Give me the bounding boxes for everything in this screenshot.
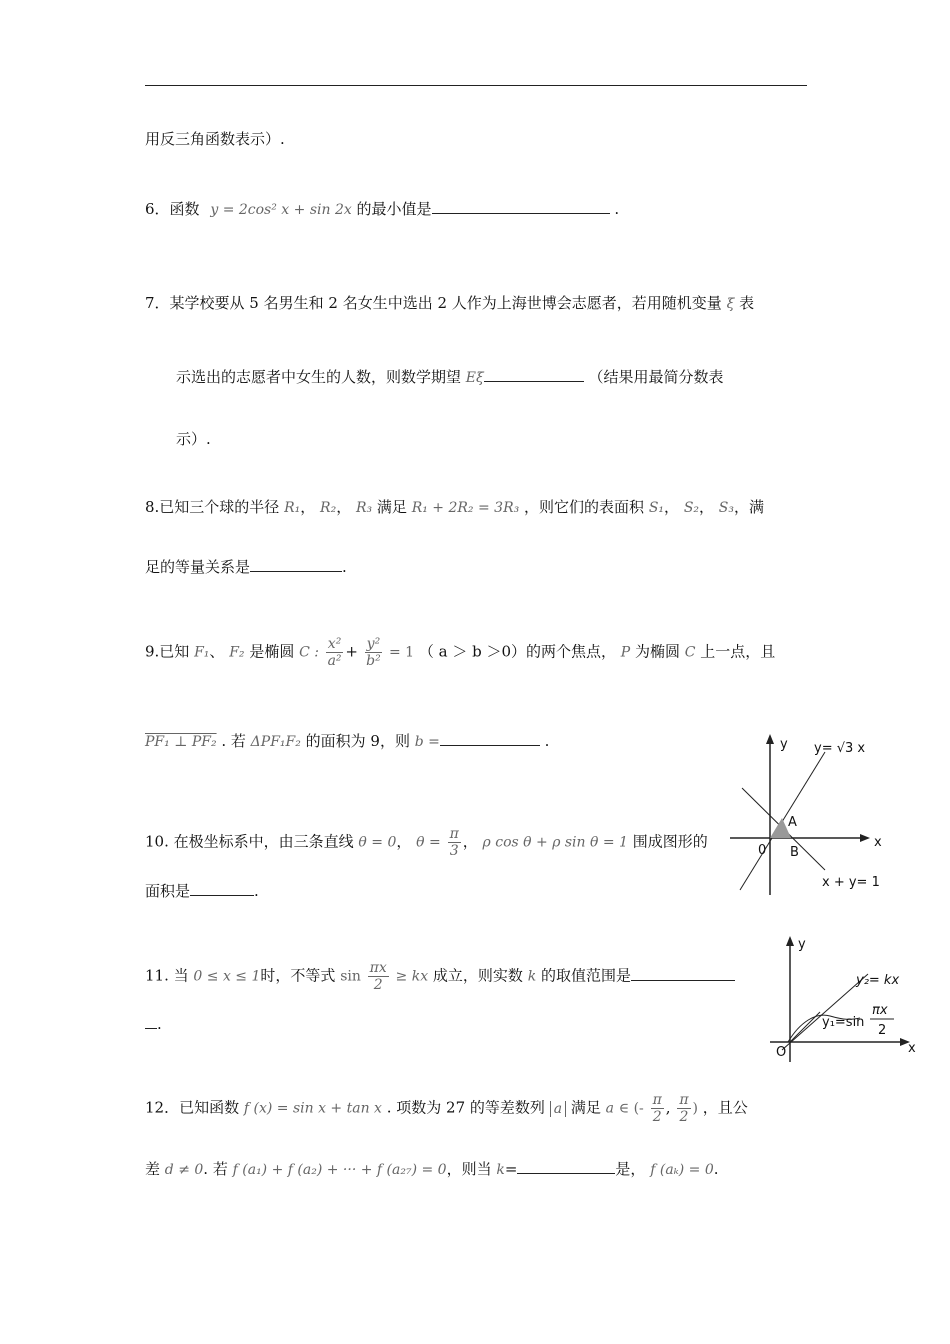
g1-y-arrow (766, 734, 774, 744)
g1-y-label: y (780, 737, 788, 752)
q6-expression: y = 2cos² x + sin 2x (210, 202, 352, 218)
g2-tangent-line (790, 1012, 820, 1042)
question-7-line2: 示选出的志愿者中女生的人数，则数学期望 Eξ （结果用最简分数表 (176, 368, 724, 386)
g2-y-arrow (786, 936, 794, 946)
question-6: 6．函数 y = 2cos² x + sin 2x 的最小值是 . (145, 200, 620, 218)
g1-x-arrow (860, 834, 870, 842)
g2-label-y2: y₂= kx (856, 973, 900, 988)
question-7: 7．某学校要从 5 名男生和 2 名女生中选出 2 人作为上海世博会志愿者，若用随机变量 ξ 表 (145, 294, 755, 312)
question-11-line2: . (145, 1014, 162, 1033)
question-10: 10. 在极坐标系中，由三条直线 θ = 0， θ = $\frac{\pi}{3}$ ， ρ cos θ + ρ sin θ = 1 围成图形的 (145, 826, 708, 859)
polar-region-graph (730, 730, 890, 900)
g1-line-label-1: y= √3 x (814, 741, 866, 756)
question-8: 8.已知三个球的半径 R₁， R₂， R₃ 满足 R₁ + 2R₂ = 3R₃ ，则它们的表面积 S₁， S₂， S₃，满 (145, 498, 765, 516)
g2-label-pix: πx (872, 1003, 888, 1018)
g2-label-two: 2 (878, 1023, 887, 1038)
g1-x-label: x (874, 835, 882, 850)
g2-y-label: y (798, 937, 806, 952)
question-11: 11. 当 0 ≤ x ≤ 1时，不等式 sin $\frac{\pi x}{2}$ ≥ kx 成立，则实数 k 的取值范围是 (145, 960, 735, 993)
q6-answer-blank[interactable] (432, 199, 610, 214)
g2-x-label: x (908, 1041, 916, 1056)
question-10-line2: 面积是 . (145, 882, 259, 900)
question-12: 12．已知函数 f (x) = sin x + tan x . 项数为 27 的等差数列 a 满足 a ∈ (- $\frac{\pi}{2}$ , $\frac{\pi}{2}$ ) ，且公 (145, 1092, 748, 1125)
g2-origin-label: O (776, 1045, 787, 1060)
question-12-line2: 差 d ≠ 0. 若 f (a₁) + f (a₂) + ··· + f (a₂₇) = 0，则当 k= 是， f (aₖ) = 0. (145, 1160, 719, 1178)
q8-answer-blank[interactable] (250, 557, 342, 572)
g1-line-label-2: x + y= 1 (822, 875, 880, 890)
question-9-line2: PF₁ ⊥ PF₂ . 若 ΔPF₁F₂ 的面积为 9，则 b = . (145, 732, 550, 750)
question-9: 9.已知 F₁、 F₂ 是椭圆 C : $\frac{\text{x²}}{\text{a²}}$ + $\frac{\text{y²}}{\text{b²}}$ = 1 （ a ＞ b ＞0）的两个焦点， P 为椭圆 C 上一点，且 (145, 636, 776, 669)
q11-answer-blank[interactable] (631, 966, 735, 981)
g1-point-b: B (790, 845, 799, 860)
q10-answer-blank[interactable] (190, 881, 254, 896)
q12-answer-blank[interactable] (517, 1159, 615, 1174)
q9-answer-blank[interactable] (440, 731, 540, 746)
g1-origin-label: 0 (758, 843, 767, 858)
question-8-line2: 足的等量关系是 . (145, 558, 347, 576)
q7-answer-blank[interactable] (484, 367, 584, 382)
header-rule (145, 85, 807, 86)
top-line: 用反三角函数表示）. (145, 130, 285, 148)
sine-vs-line-graph (760, 932, 920, 1064)
g2-label-y1: y₁=sin (822, 1015, 865, 1030)
g1-point-a: A (788, 815, 797, 830)
question-7-line3: 示）. (176, 430, 211, 448)
